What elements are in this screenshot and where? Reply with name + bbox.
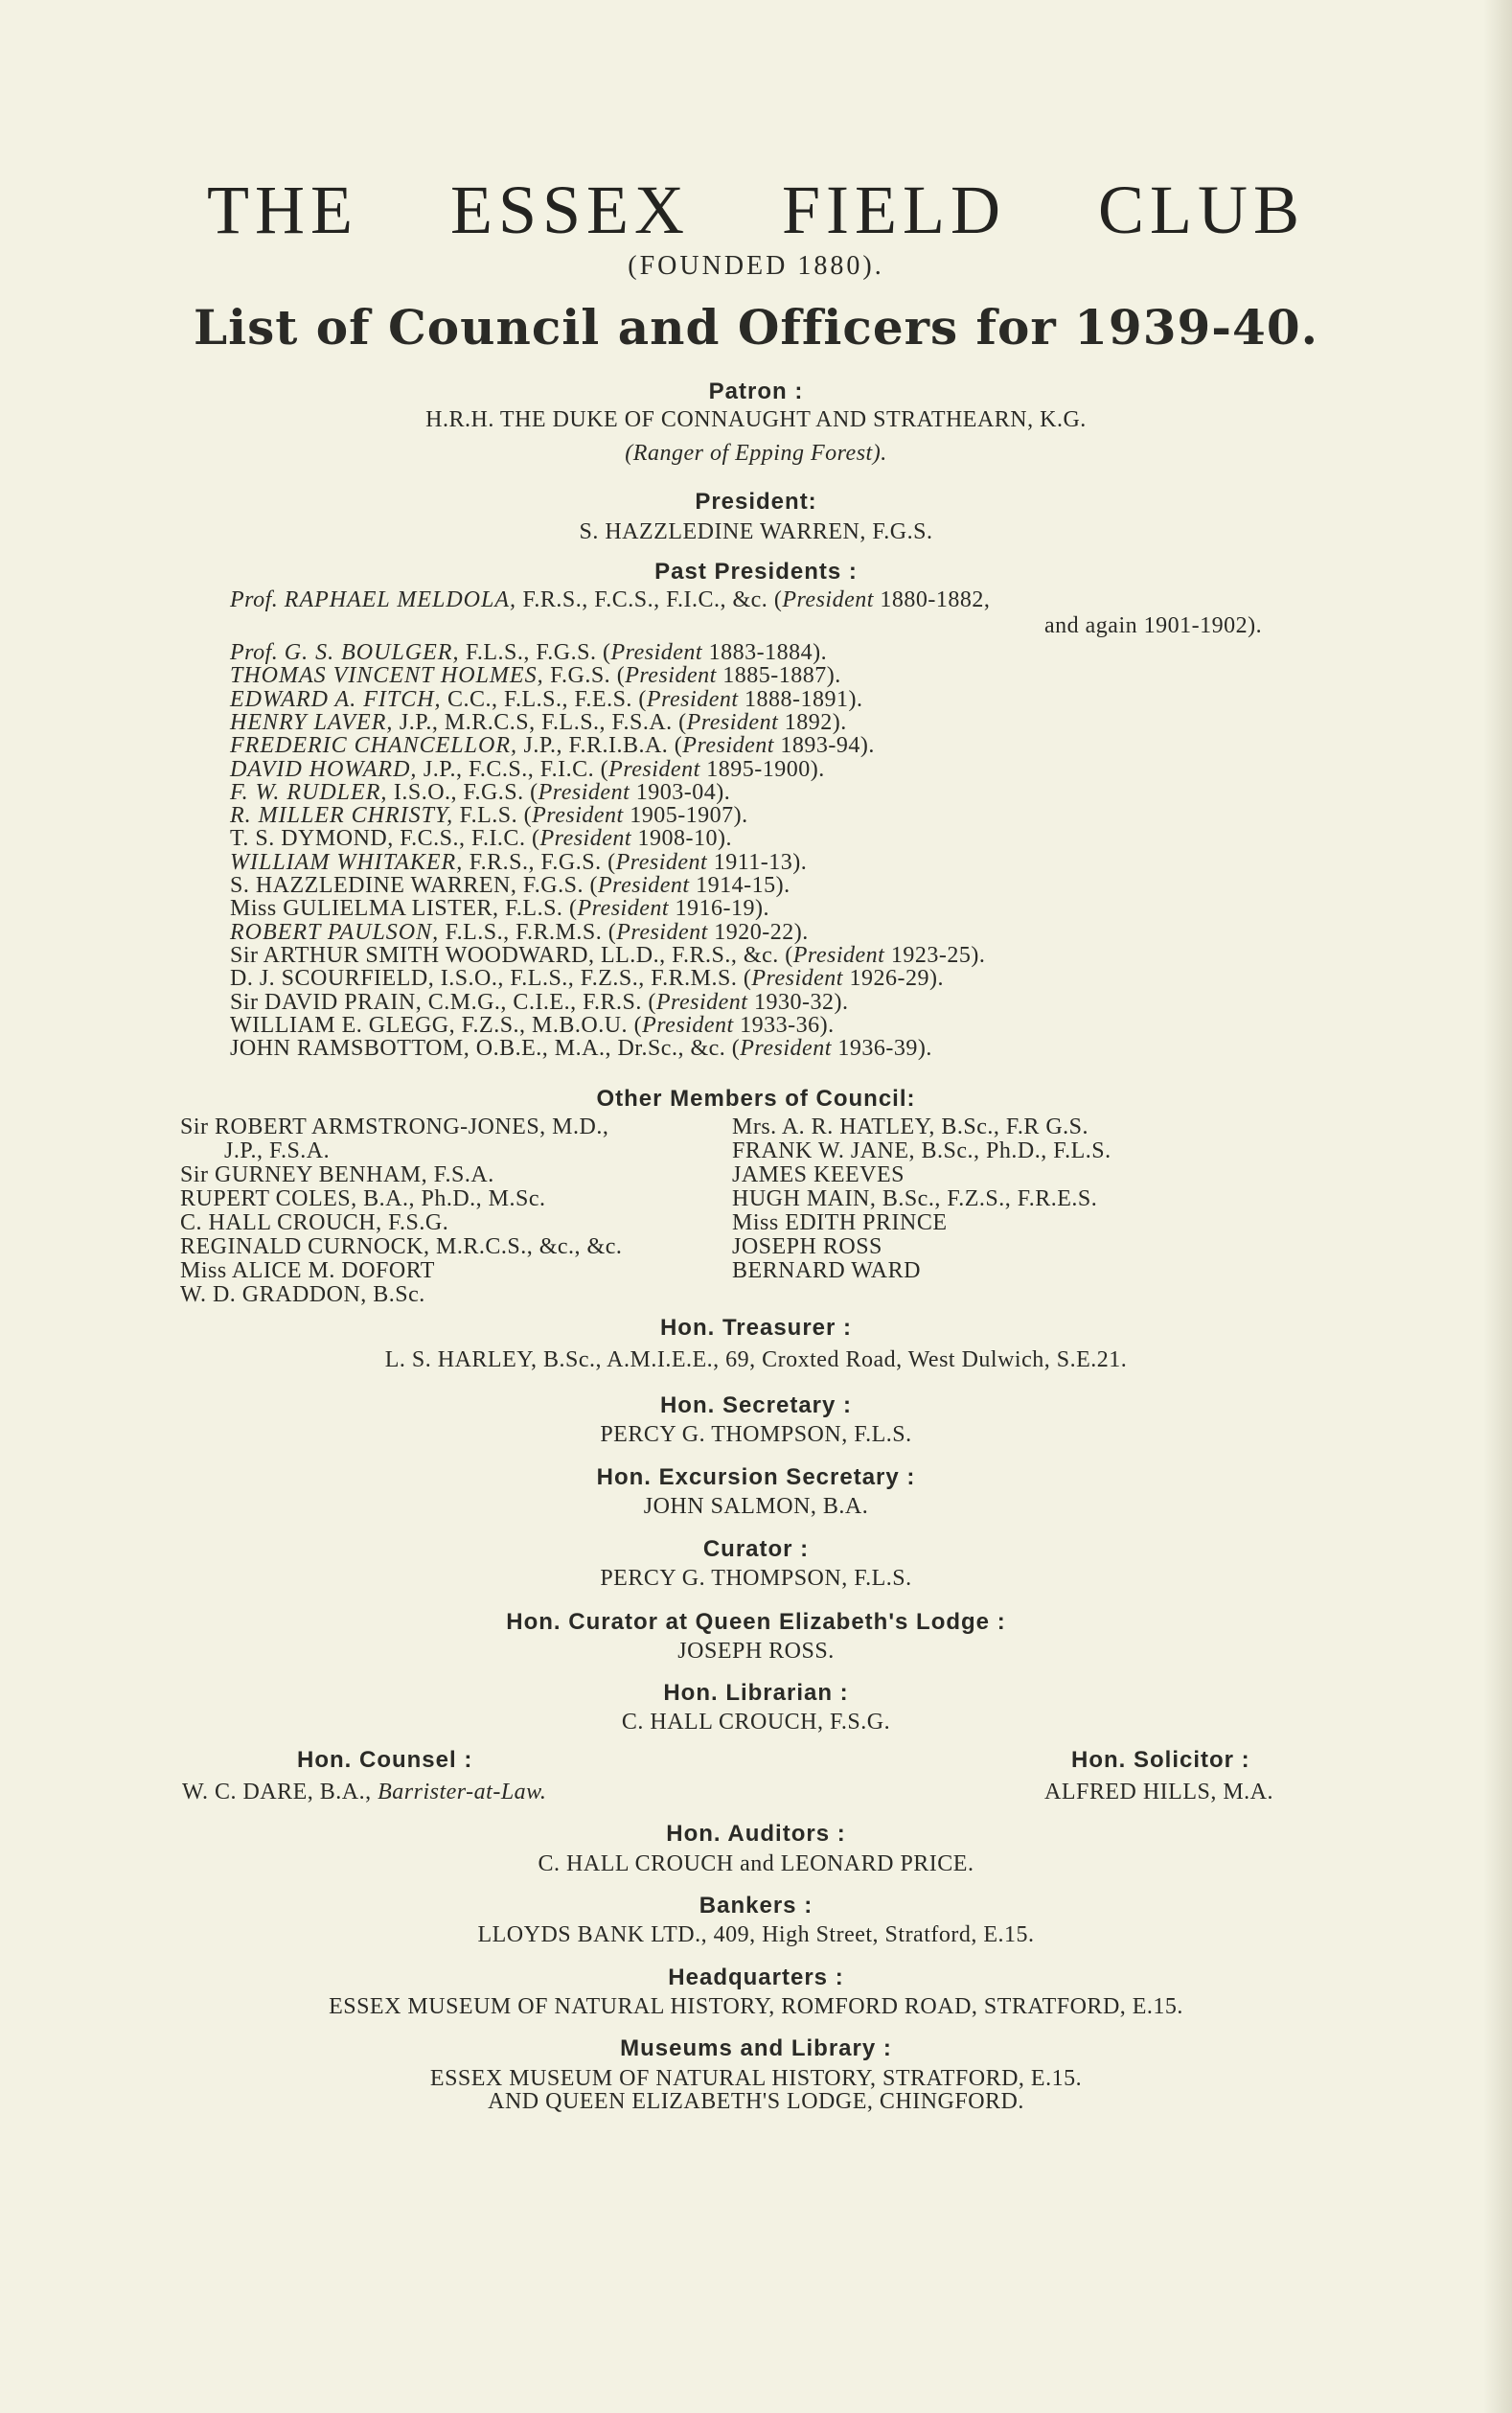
bankers-heading: Bankers : bbox=[699, 1893, 813, 1919]
president-word: President bbox=[642, 1012, 734, 1038]
term: 1920-22). bbox=[714, 919, 809, 945]
solicitor-text: ALFRED HILLS, M.A. bbox=[1044, 1780, 1274, 1804]
past-president-entry: Miss GULIELMA LISTER, F.L.S. (President 1916-19). bbox=[230, 896, 770, 922]
council-member: Miss EDITH PRINCE bbox=[732, 1210, 948, 1235]
president-name: Sir ARTHUR SMITH WOODWARD, bbox=[230, 942, 595, 968]
past-president-entry: Sir DAVID PRAIN, C.M.G., C.I.E., F.R.S. (President 1930-32). bbox=[230, 989, 849, 1015]
president-name: S. HAZZLEDINE WARREN, F.G.S. bbox=[579, 519, 933, 544]
past-president-entry: S. HAZZLEDINE WARREN, F.G.S. (President 1914-15). bbox=[230, 873, 790, 898]
council-member: HUGH MAIN, B.Sc., F.Z.S., F.R.E.S. bbox=[732, 1186, 1098, 1211]
treasurer-text: L. S. HARLEY, B.Sc., A.M.I.E.E., 69, Croxted Road, West Dulwich, S.E.21. bbox=[384, 1347, 1128, 1372]
president-word: President bbox=[610, 640, 703, 665]
council-member: Sir GURNEY BENHAM, F.S.A. bbox=[180, 1162, 494, 1187]
qualifications: J.P., F.R.I.B.A. bbox=[523, 733, 669, 759]
headquarters-heading: Headquarters : bbox=[668, 1965, 844, 1990]
president-name: G. S. BOULGER, bbox=[284, 640, 460, 665]
term: 1911-13). bbox=[713, 849, 808, 875]
president-name: Miss GULIELMA LISTER, bbox=[230, 896, 499, 922]
past-president-entry: JOHN RAMSBOTTOM, O.B.E., M.A., Dr.Sc., &c. (President 1936-39). bbox=[230, 1036, 932, 1062]
term: 1883-1884). bbox=[708, 640, 828, 665]
president-name: EDWARD A. FITCH, bbox=[230, 686, 442, 712]
qualifications: F.G.S. bbox=[550, 663, 611, 689]
qualifications: F.R.S., F.C.S., F.I.C., &c. bbox=[522, 587, 768, 612]
past-president-entry: Prof. G. S. BOULGER, F.L.S., F.G.S. (President 1883-1884). bbox=[230, 640, 828, 665]
president-name: S. HAZZLEDINE WARREN, bbox=[230, 873, 517, 898]
council-member: JAMES KEEVES bbox=[732, 1162, 905, 1187]
president-word: President bbox=[782, 587, 874, 612]
term: 1895-1900). bbox=[706, 756, 825, 782]
qualifications: LL.D., F.R.S., &c. bbox=[600, 942, 779, 968]
qualifications: F.L.S., F.R.M.S. bbox=[445, 919, 603, 945]
president-word: President bbox=[740, 1036, 832, 1062]
qualifications: F.L.S. bbox=[459, 803, 518, 829]
term: 1926-29). bbox=[849, 966, 944, 992]
president-word: President bbox=[646, 686, 739, 712]
past-president-entry: EDWARD A. FITCH, C.C., F.L.S., F.E.S. (President 1888-1891). bbox=[230, 686, 863, 712]
secretary-text: PERCY G. THOMPSON, F.L.S. bbox=[600, 1422, 912, 1447]
past-president-entry: D. J. SCOURFIELD, I.S.O., F.L.S., F.Z.S., F.R.M.S. (President 1926-29). bbox=[230, 966, 944, 992]
president-word: President bbox=[686, 709, 779, 735]
past-president-entry: R. MILLER CHRISTY, F.L.S. (President 1905-1907). bbox=[230, 803, 748, 829]
past-president-entry-continuation: and again 1901-1902). bbox=[1044, 613, 1263, 638]
qualifications: F.C.S., F.I.C. bbox=[400, 826, 526, 852]
term: 1930-32). bbox=[753, 989, 849, 1015]
term: 1880-1882, bbox=[880, 587, 991, 612]
curator-heading: Curator : bbox=[702, 1536, 810, 1562]
term: 1905-1907). bbox=[630, 803, 748, 829]
president-name: DAVID HOWARD, bbox=[230, 756, 418, 782]
president-word: President bbox=[751, 966, 843, 992]
qualifications: I.S.O., F.L.S., F.Z.S., F.R.M.S. bbox=[440, 966, 738, 992]
qualifications: J.P., F.C.S., F.I.C. bbox=[423, 756, 595, 782]
past-president-entry: Sir ARTHUR SMITH WOODWARD, LL.D., F.R.S., &c. (President 1923-25). bbox=[230, 942, 986, 968]
term: 1923-25). bbox=[890, 942, 986, 968]
qualifications: C.M.G., C.I.E., F.R.S. bbox=[427, 989, 642, 1015]
president-name: RAPHAEL MELDOLA, bbox=[284, 587, 516, 612]
term: 1908-10). bbox=[637, 826, 733, 852]
president-word: President bbox=[625, 663, 717, 689]
president-name: HENRY LAVER, bbox=[230, 709, 394, 735]
president-name: ROBERT PAULSON, bbox=[230, 919, 440, 945]
council-member: Mrs. A. R. HATLEY, B.Sc., F.R G.S. bbox=[732, 1115, 1089, 1139]
president-word: President bbox=[616, 919, 708, 945]
counsel-text bbox=[182, 1780, 546, 1805]
president-word: President bbox=[615, 849, 708, 875]
headquarters-text: ESSEX MUSEUM OF NATURAL HISTORY, ROMFORD ROAD, STRATFORD, E.15. bbox=[329, 1994, 1183, 2019]
auditors-heading: Hon. Auditors : bbox=[666, 1821, 846, 1847]
president-name: R. MILLER CHRISTY, bbox=[230, 803, 454, 829]
president-name: Sir DAVID PRAIN, bbox=[230, 989, 423, 1015]
qualifications: F.L.S., F.G.S. bbox=[465, 640, 597, 665]
other-members-heading: Other Members of Council: bbox=[596, 1086, 916, 1112]
museums-line-2: AND QUEEN ELIZABETH'S LODGE, CHINGFORD. bbox=[488, 2089, 1024, 2114]
term: 1885-1887). bbox=[722, 663, 841, 689]
council-member: Miss ALICE M. DOFORT bbox=[180, 1258, 435, 1283]
qualifications: I.S.O., F.G.S. bbox=[393, 779, 524, 805]
past-president-entry: ROBERT PAULSON, F.L.S., F.R.M.S. (President 1920-22). bbox=[230, 919, 809, 945]
president-word: President bbox=[532, 803, 624, 829]
past-president-entry: WILLIAM WHITAKER, F.R.S., F.G.S. (President 1911-13). bbox=[230, 849, 808, 875]
term: 1888-1891). bbox=[745, 686, 863, 712]
club-title: THE ESSEX FIELD CLUB bbox=[207, 172, 1305, 248]
president-name: D. J. SCOURFIELD, bbox=[230, 966, 435, 992]
qualifications: F.G.S. bbox=[522, 873, 584, 898]
president-name: THOMAS VINCENT HOLMES, bbox=[230, 663, 544, 689]
term: 1916-19). bbox=[675, 896, 770, 922]
prefix: Prof. bbox=[230, 587, 279, 612]
council-member: W. D. GRADDON, B.Sc. bbox=[180, 1282, 425, 1307]
council-member: RUPERT COLES, B.A., Ph.D., M.Sc. bbox=[180, 1186, 546, 1211]
president-name: WILLIAM WHITAKER, bbox=[230, 849, 464, 875]
president-name: FREDERIC CHANCELLOR, bbox=[230, 733, 517, 759]
qualifications: F.Z.S., M.B.O.U. bbox=[461, 1012, 629, 1038]
founded-line: (FOUNDED 1880). bbox=[628, 251, 884, 281]
past-president-entry: F. W. RUDLER, I.S.O., F.G.S. (President 1903-04). bbox=[230, 779, 731, 805]
past-president-entry: DAVID HOWARD, J.P., F.C.S., F.I.C. (President 1895-1900). bbox=[230, 756, 825, 782]
president-name: JOHN RAMSBOTTOM, bbox=[230, 1036, 470, 1062]
qualifications: C.C., F.L.S., F.E.S. bbox=[447, 686, 632, 712]
council-member: C. HALL CROUCH, F.S.G. bbox=[180, 1210, 449, 1235]
qualifications: J.P., M.R.C.S, F.L.S., F.S.A. bbox=[399, 709, 673, 735]
curator-text: PERCY G. THOMPSON, F.L.S. bbox=[600, 1566, 912, 1591]
term: 1892). bbox=[784, 709, 847, 735]
secretary-heading: Hon. Secretary : bbox=[659, 1392, 853, 1418]
past-president-entry: FREDERIC CHANCELLOR, J.P., F.R.I.B.A. (President 1893-94). bbox=[230, 733, 875, 759]
president-word: President bbox=[608, 756, 700, 782]
patron-note: (Ranger of Epping Forest). bbox=[625, 441, 887, 466]
president-word: President bbox=[577, 896, 670, 922]
past-president-entry: THOMAS VINCENT HOLMES, F.G.S. (President 1885-1887). bbox=[230, 663, 841, 689]
counsel-title: Barrister-at-Law. bbox=[378, 1780, 547, 1804]
council-member: REGINALD CURNOCK, M.R.C.S., &c., &c. bbox=[180, 1234, 623, 1259]
qualifications: F.L.S. bbox=[505, 896, 563, 922]
council-member: J.P., F.S.A. bbox=[224, 1138, 331, 1163]
museums-heading: Museums and Library : bbox=[620, 2035, 892, 2061]
lodge-curator-heading: Hon. Curator at Queen Elizabeth's Lodge : bbox=[506, 1609, 1006, 1635]
president-name: F. W. RUDLER, bbox=[230, 779, 388, 805]
council-member: BERNARD WARD bbox=[732, 1258, 921, 1283]
counsel-name: W. C. DARE, B.A., bbox=[182, 1780, 372, 1804]
term: 1914-15). bbox=[696, 873, 790, 898]
treasurer-heading: Hon. Treasurer : bbox=[659, 1315, 853, 1341]
council-member: Sir ROBERT ARMSTRONG-JONES, M.D., bbox=[180, 1115, 609, 1139]
president-word: President bbox=[682, 733, 774, 759]
council-member: JOSEPH ROSS bbox=[732, 1234, 882, 1259]
qualifications: O.B.E., M.A., Dr.Sc., &c. bbox=[475, 1036, 726, 1062]
past-president-entry: Prof. RAPHAEL MELDOLA, F.R.S., F.C.S., F.I.C., &c. (President 1880-1882, bbox=[230, 587, 991, 612]
past-presidents-heading: Past Presidents : bbox=[654, 559, 858, 585]
solicitor-heading: Hon. Solicitor : bbox=[1071, 1747, 1250, 1773]
counsel-heading: Hon. Counsel : bbox=[297, 1747, 473, 1773]
librarian-heading: Hon. Librarian : bbox=[663, 1680, 849, 1706]
council-member: FRANK W. JANE, B.Sc., Ph.D., F.L.S. bbox=[732, 1138, 1111, 1163]
patron-heading: Patron : bbox=[708, 379, 804, 404]
past-president-entry: WILLIAM E. GLEGG, F.Z.S., M.B.O.U. (President 1933-36). bbox=[230, 1012, 835, 1038]
list-title: List of Council and Officers for 1939-40. bbox=[193, 299, 1319, 356]
qualifications: F.R.S., F.G.S. bbox=[469, 849, 602, 875]
bankers-text: LLOYDS BANK LTD., 409, High Street, Stratford, E.15. bbox=[477, 1922, 1035, 1947]
president-heading: President: bbox=[695, 489, 817, 515]
past-president-entry: T. S. DYMOND, F.C.S., F.I.C. (President 1908-10). bbox=[230, 826, 733, 852]
librarian-text: C. HALL CROUCH, F.S.G. bbox=[621, 1710, 891, 1735]
patron-name: H.R.H. THE DUKE OF CONNAUGHT AND STRATHEARN, K.G. bbox=[425, 407, 1087, 432]
president-word: President bbox=[597, 873, 690, 898]
president-word: President bbox=[539, 826, 632, 852]
president-word: President bbox=[655, 989, 748, 1015]
president-name: T. S. DYMOND, bbox=[230, 826, 394, 852]
term: 1933-36). bbox=[740, 1012, 835, 1038]
president-word: President bbox=[538, 779, 630, 805]
museums-line-1: ESSEX MUSEUM OF NATURAL HISTORY, STRATFORD, E.15. bbox=[429, 2066, 1083, 2091]
term: 1893-94). bbox=[780, 733, 875, 759]
president-name: WILLIAM E. GLEGG, bbox=[230, 1012, 456, 1038]
term: 1903-04). bbox=[635, 779, 731, 805]
prefix: Prof. bbox=[230, 640, 279, 665]
excursion-secretary-text: JOHN SALMON, B.A. bbox=[643, 1494, 869, 1519]
president-word: President bbox=[792, 942, 885, 968]
auditors-text: C. HALL CROUCH and LEONARD PRICE. bbox=[538, 1851, 974, 1876]
term: 1936-39). bbox=[837, 1036, 932, 1062]
excursion-secretary-heading: Hon. Excursion Secretary : bbox=[596, 1464, 916, 1490]
past-president-entry: HENRY LAVER, J.P., M.R.C.S, F.L.S., F.S.A. (President 1892). bbox=[230, 709, 847, 735]
lodge-curator-text: JOSEPH ROSS. bbox=[677, 1639, 835, 1664]
